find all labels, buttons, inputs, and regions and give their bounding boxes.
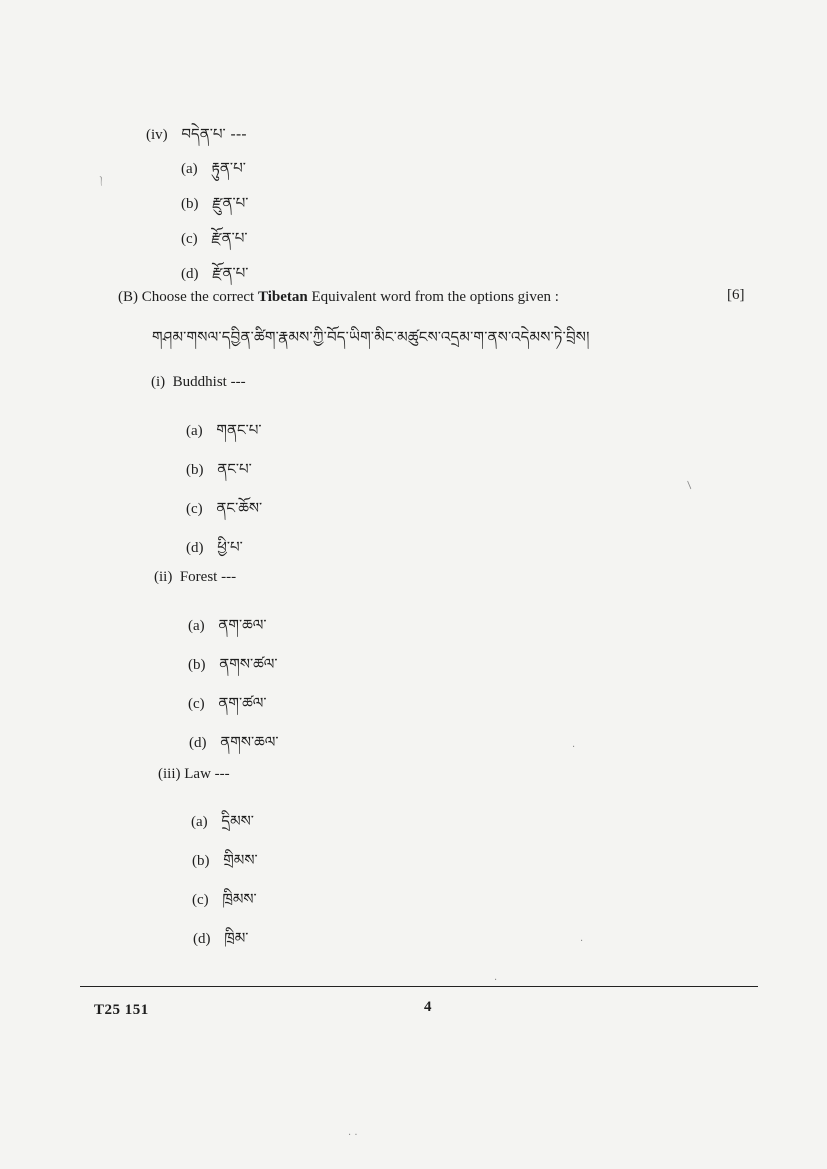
option-iii-b [192,844,258,886]
instruction-post: Equivalent word from the options given : [307,289,559,305]
option-letter: (a) [188,618,205,634]
option-text: ནགས་ཚལ་ [219,655,278,673]
option-ii-a [188,609,267,651]
option-text: གནང་པ་ [216,421,262,439]
option-text: ནང་པ་ [217,460,252,478]
option-text: ནག་ཚལ་ [218,694,267,712]
option-letter: (a) [191,814,208,830]
option-letter: (a) [181,161,198,177]
question-term: Buddhist --- [172,374,246,390]
tibetan-instruction: གཤམ་གསལ་དབྱིན་ཚིག་རྣམས་ཀྱི་བོད་ཡིག་མིང་མཚུངས་འདྲམ་ག་ནས་འདེམས་ཏེ་བྲིས། [152,328,590,346]
option-text: དྲིམས་ [221,812,254,830]
scan-mark: · [580,936,584,947]
option-text: ནགས་ཆལ་ [220,733,279,751]
option-ii-c [188,687,267,729]
footer-divider [80,986,758,987]
question-term: Law --- [184,766,230,782]
option-iii-a [191,805,254,847]
option-text: ཕྱི་པ་ [217,538,243,556]
option-letter: (b) [186,462,204,478]
option-iii-d [193,922,248,964]
option-letter: (c) [188,696,205,712]
marks-badge: [6] [727,287,745,303]
option-letter: (b) [192,853,210,869]
option-ii-b [188,648,278,690]
option-text: ནང་ཆོས་ [216,499,263,517]
scan-mark: · · [348,1130,358,1141]
option-letter: (b) [188,657,206,673]
option-text: རྫུན་པ་ [212,194,249,212]
question-label: (i) [151,374,166,390]
section-label: (B) [118,289,138,305]
option-text: རྫོན་པ་ [211,229,248,247]
question-iii [158,766,230,783]
option-iii-c [192,883,257,925]
option-text: རྟུན་པ་ [211,159,246,177]
scan-mark: · [572,742,576,753]
option-text: རྫོན་པ་ [212,264,249,282]
option-letter: (c) [192,892,209,908]
option-i-b [186,453,252,495]
scan-mark: 〳 [94,173,110,189]
question-ii [154,569,236,586]
option-text: ཁྲིམ་ [224,929,249,947]
option-letter: (d) [193,931,211,947]
page-number: 4 [424,999,432,1015]
option-ii-d [189,726,279,768]
option-letter: (d) [189,735,207,751]
question-label: (iii) [158,766,181,782]
option-text: ནག་ཆལ་ [218,616,267,634]
section-b-heading [118,289,559,306]
instruction-pre: Choose the correct [141,289,258,305]
option-i-c [186,492,262,534]
instruction-bold: Tibetan [257,289,308,305]
option-text: གྲིམས་ [223,851,258,869]
paper-code: T25 151 [94,1002,149,1018]
option-letter: (c) [186,501,203,517]
question-label: (iv) [146,127,168,143]
option-text: ཁྲིམས་ [222,890,257,908]
question-i [151,374,246,391]
option-i-a [186,414,262,456]
question-term: Forest --- [179,569,237,585]
option-letter: (c) [181,231,198,247]
option-i-d [186,531,243,573]
question-term: བདེན་པ་ --- [181,125,247,143]
scan-mark: / [684,480,695,491]
option-letter: (a) [186,423,203,439]
question-label: (ii) [154,569,173,585]
option-letter: (d) [186,540,204,556]
option-letter: (b) [181,196,199,212]
option-letter: (d) [181,266,199,282]
scan-mark: · [494,975,498,986]
